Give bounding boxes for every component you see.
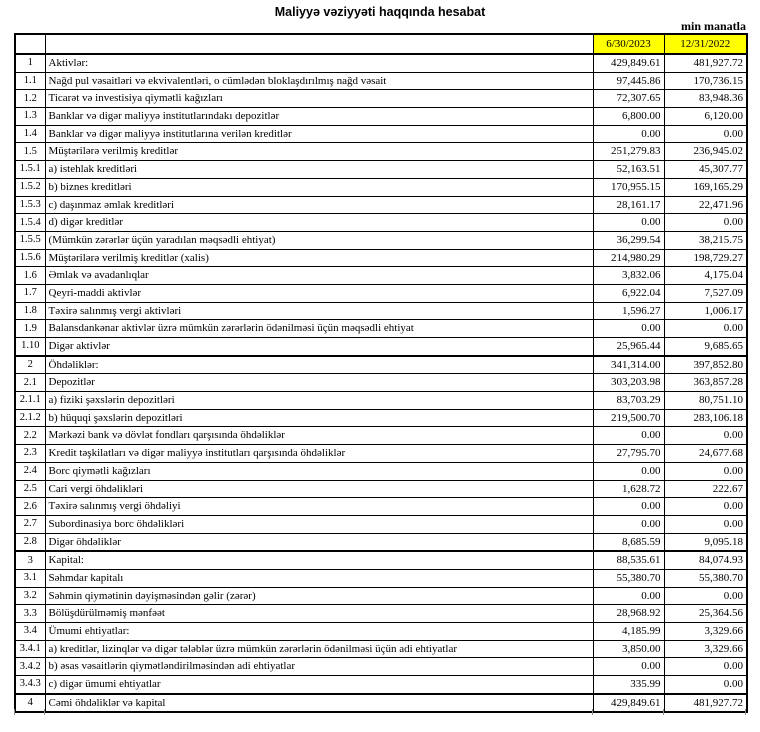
value-prior-cell: 0.00 (664, 125, 747, 143)
value-prior-cell: 22,471.96 (664, 196, 747, 214)
value-prior-cell: 4,175.04 (664, 267, 747, 285)
row-number-cell: 3.1 (15, 569, 45, 587)
value-current-cell: 251,279.83 (593, 143, 664, 161)
value-current-cell: 0.00 (593, 498, 664, 516)
table-row (15, 196, 747, 214)
value-current-cell: 1,628.72 (593, 480, 664, 498)
value-prior-cell: 0.00 (664, 498, 747, 516)
value-current-cell: 28,968.92 (593, 605, 664, 623)
row-label-cell: Kapital: (45, 551, 593, 569)
row-number-cell: 1.5.3 (15, 196, 45, 214)
row-label-cell: Təxirə salınmış vergi aktivləri (45, 302, 593, 320)
row-label-cell: Subordinasiya borc öhdəlikləri (45, 515, 593, 533)
value-current-cell: 1,596.27 (593, 302, 664, 320)
table-row (15, 338, 747, 356)
table-row (15, 569, 747, 587)
row-number-cell: 3.4.3 (15, 676, 45, 694)
row-label-cell: Ümumi ehtiyatlar: (45, 623, 593, 641)
value-prior-cell: 363,857.28 (664, 374, 747, 392)
table-row (15, 302, 747, 320)
row-label-cell: Digər aktivlər (45, 338, 593, 356)
row-label-cell: Səhmin qiymətinin dəyişməsindən gəlir (zərər) (45, 587, 593, 605)
value-current-cell: 8,685.59 (593, 533, 664, 551)
value-prior-cell: 0.00 (664, 587, 747, 605)
table-row (15, 267, 747, 285)
value-prior-cell: 7,527.09 (664, 284, 747, 302)
row-number-cell: 1.5.6 (15, 249, 45, 267)
row-number-cell: 2.1.2 (15, 409, 45, 427)
value-current-cell: 0.00 (593, 658, 664, 676)
table-row (15, 54, 747, 72)
table-row (15, 320, 747, 338)
row-label-cell: Borc qiymətli kağızları (45, 462, 593, 480)
value-prior-cell: 481,927.72 (664, 54, 747, 72)
table-row (15, 533, 747, 551)
value-current-cell: 0.00 (593, 214, 664, 232)
value-prior-cell: 25,364.56 (664, 605, 747, 623)
value-prior-cell: 38,215.75 (664, 231, 747, 249)
row-number-cell: 1.6 (15, 267, 45, 285)
table-row (15, 623, 747, 641)
row-label-cell: Bölüşdürülməmiş mənfəət (45, 605, 593, 623)
value-prior-cell: 0.00 (664, 320, 747, 338)
table-row (15, 178, 747, 196)
value-current-cell: 341,314.00 (593, 356, 664, 374)
value-current-cell: 0.00 (593, 462, 664, 480)
unit-note: min manatla (680, 19, 746, 33)
header-blank-label-cell (45, 34, 593, 54)
table-row (15, 694, 747, 713)
row-number-cell: 1.5.4 (15, 214, 45, 232)
statement-table-body (15, 54, 747, 712)
value-prior-cell: 283,106.18 (664, 409, 747, 427)
row-label-cell: Səhmdar kapitalı (45, 569, 593, 587)
row-label-cell: Ticarət və investisiya qiymətli kağızları (45, 90, 593, 108)
row-label-cell: Müştərilərə verilmiş kreditlər (45, 143, 593, 161)
value-current-cell: 170,955.15 (593, 178, 664, 196)
table-row (15, 374, 747, 392)
value-prior-cell: 236,945.02 (664, 143, 747, 161)
value-current-cell: 429,849.61 (593, 694, 664, 713)
row-number-cell: 1.5.1 (15, 161, 45, 179)
value-current-cell: 4,185.99 (593, 623, 664, 641)
value-prior-cell: 24,677.68 (664, 445, 747, 463)
row-number-cell: 3 (15, 551, 45, 569)
column-header-current-period: 6/30/2023 (593, 34, 664, 54)
value-current-cell: 6,922.04 (593, 284, 664, 302)
row-label-cell: Balansdankənar aktivlər üzrə mümkün zərərlərin ödənilməsi üçün məqsədli ehtiyat (45, 320, 593, 338)
table-row (15, 161, 747, 179)
row-label-cell: Əmlak və avadanlıqlar (45, 267, 593, 285)
row-label-cell: Banklar və digər maliyyə institutlarına verilən kreditlər (45, 125, 593, 143)
table-row (15, 108, 747, 126)
row-label-cell: (Mümkün zərərlər üçün yaradılan məqsədli ehtiyat) (45, 231, 593, 249)
table-continuation-stub (663, 709, 664, 715)
value-prior-cell: 55,380.70 (664, 569, 747, 587)
row-number-cell: 1.3 (15, 108, 45, 126)
table-row (15, 462, 747, 480)
value-current-cell: 27,795.70 (593, 445, 664, 463)
row-number-cell: 1.10 (15, 338, 45, 356)
row-label-cell: Qeyri-maddi aktivlər (45, 284, 593, 302)
value-current-cell: 0.00 (593, 515, 664, 533)
value-current-cell: 52,163.51 (593, 161, 664, 179)
row-label-cell: c) daşınmaz əmlak kreditləri (45, 196, 593, 214)
row-number-cell: 2.4 (15, 462, 45, 480)
value-prior-cell: 198,729.27 (664, 249, 747, 267)
table-row (15, 231, 747, 249)
row-number-cell: 3.4.2 (15, 658, 45, 676)
value-prior-cell: 45,307.77 (664, 161, 747, 179)
value-prior-cell: 0.00 (664, 214, 747, 232)
value-prior-cell: 0.00 (664, 676, 747, 694)
table-row (15, 72, 747, 90)
table-row (15, 551, 747, 569)
row-number-cell: 3.2 (15, 587, 45, 605)
value-prior-cell: 397,852.80 (664, 356, 747, 374)
row-number-cell: 1.2 (15, 90, 45, 108)
table-row (15, 409, 747, 427)
row-number-cell: 2.1.1 (15, 392, 45, 410)
value-current-cell: 36,299.54 (593, 231, 664, 249)
table-row (15, 90, 747, 108)
header-blank-number-cell (15, 34, 45, 54)
statement-table (14, 33, 748, 713)
row-number-cell: 2.1 (15, 374, 45, 392)
value-current-cell: 0.00 (593, 587, 664, 605)
row-label-cell: Mərkəzi bank və dövlət fondları qarşısında öhdəliklər (45, 427, 593, 445)
row-number-cell: 1.7 (15, 284, 45, 302)
row-label-cell: b) hüquqi şəxslərin depozitləri (45, 409, 593, 427)
row-label-cell: Təxirə salınmış vergi öhdəliyi (45, 498, 593, 516)
row-label-cell: Cəmi öhdəliklər və kapital (45, 694, 593, 713)
value-current-cell: 83,703.29 (593, 392, 664, 410)
value-current-cell: 28,161.17 (593, 196, 664, 214)
row-number-cell: 1.4 (15, 125, 45, 143)
row-number-cell: 1.5.5 (15, 231, 45, 249)
row-number-cell: 3.4 (15, 623, 45, 641)
row-number-cell: 2.5 (15, 480, 45, 498)
row-number-cell: 1.1 (15, 72, 45, 90)
table-row (15, 515, 747, 533)
row-label-cell: a) fiziki şəxslərin depozitləri (45, 392, 593, 410)
row-number-cell: 2.6 (15, 498, 45, 516)
value-prior-cell: 84,074.93 (664, 551, 747, 569)
value-current-cell: 429,849.61 (593, 54, 664, 72)
table-continuation-stub (592, 709, 593, 715)
row-number-cell: 1.9 (15, 320, 45, 338)
table-continuation-stub (44, 709, 45, 715)
value-current-cell: 97,445.86 (593, 72, 664, 90)
table-row (15, 392, 747, 410)
row-number-cell: 1 (15, 54, 45, 72)
row-label-cell: Öhdəliklər: (45, 356, 593, 374)
row-label-cell: Kredit təşkilatları və digər maliyyə institutları qarşısında öhdəliklər (45, 445, 593, 463)
row-number-cell: 1.8 (15, 302, 45, 320)
value-prior-cell: 0.00 (664, 515, 747, 533)
value-prior-cell: 0.00 (664, 427, 747, 445)
column-header-prior-period: 12/31/2022 (664, 34, 747, 54)
row-label-cell: Nağd pul vəsaitləri və ekvivalentləri, o cümlədən bloklaşdırılmış nağd vəsait (45, 72, 593, 90)
table-continuation-stub (14, 709, 15, 715)
value-current-cell: 0.00 (593, 320, 664, 338)
value-prior-cell: 9,095.18 (664, 533, 747, 551)
table-row (15, 214, 747, 232)
value-current-cell: 0.00 (593, 427, 664, 445)
value-current-cell: 72,307.65 (593, 90, 664, 108)
value-current-cell: 303,203.98 (593, 374, 664, 392)
row-label-cell: Digər öhdəliklər (45, 533, 593, 551)
row-label-cell: b) əsas vəsaitlərin qiymətləndirilməsindən adi ehtiyatlar (45, 658, 593, 676)
table-row (15, 605, 747, 623)
value-prior-cell: 6,120.00 (664, 108, 747, 126)
table-row (15, 480, 747, 498)
row-number-cell: 3.3 (15, 605, 45, 623)
row-label-cell: a) istehlak kreditləri (45, 161, 593, 179)
row-label-cell: Depozitlər (45, 374, 593, 392)
table-row (15, 445, 747, 463)
value-current-cell: 25,965.44 (593, 338, 664, 356)
row-label-cell: Aktivlər: (45, 54, 593, 72)
table-row (15, 676, 747, 694)
row-number-cell: 2.3 (15, 445, 45, 463)
value-prior-cell: 80,751.10 (664, 392, 747, 410)
value-current-cell: 3,850.00 (593, 640, 664, 658)
row-number-cell: 2.8 (15, 533, 45, 551)
value-current-cell: 335.99 (593, 676, 664, 694)
row-number-cell: 1.5.2 (15, 178, 45, 196)
table-row (15, 284, 747, 302)
value-prior-cell: 169,165.29 (664, 178, 747, 196)
table-row (15, 587, 747, 605)
value-prior-cell: 222.67 (664, 480, 747, 498)
value-prior-cell: 170,736.15 (664, 72, 747, 90)
value-current-cell: 219,500.70 (593, 409, 664, 427)
value-prior-cell: 83,948.36 (664, 90, 747, 108)
value-current-cell: 6,800.00 (593, 108, 664, 126)
value-current-cell: 0.00 (593, 125, 664, 143)
value-prior-cell: 0.00 (664, 462, 747, 480)
value-prior-cell: 3,329.66 (664, 623, 747, 641)
value-prior-cell: 9,685.65 (664, 338, 747, 356)
row-label-cell: c) digər ümumi ehtiyatlar (45, 676, 593, 694)
table-row (15, 640, 747, 658)
value-prior-cell: 0.00 (664, 658, 747, 676)
table-row (15, 658, 747, 676)
row-number-cell: 1.5 (15, 143, 45, 161)
row-label-cell: d) digər kreditlər (45, 214, 593, 232)
table-row (15, 143, 747, 161)
page-title: Maliyyə vəziyyəti haqqında hesabat (274, 5, 486, 19)
table-row (15, 356, 747, 374)
row-number-cell: 2.2 (15, 427, 45, 445)
value-current-cell: 88,535.61 (593, 551, 664, 569)
value-current-cell: 3,832.06 (593, 267, 664, 285)
row-label-cell: Banklar və digər maliyyə institutlarındakı depozitlər (45, 108, 593, 126)
table-row (15, 427, 747, 445)
row-number-cell: 2 (15, 356, 45, 374)
row-label-cell: b) biznes kreditləri (45, 178, 593, 196)
row-label-cell: a) kreditlər, lizinqlər və digər tələblər üzrə mümkün zərərlərin ödənilməsi üçün adi ehtiyatlar (45, 640, 593, 658)
value-prior-cell: 481,927.72 (664, 694, 747, 713)
value-current-cell: 214,980.29 (593, 249, 664, 267)
value-prior-cell: 3,329.66 (664, 640, 747, 658)
value-prior-cell: 1,006.17 (664, 302, 747, 320)
table-row (15, 249, 747, 267)
table-row (15, 125, 747, 143)
table-row (15, 498, 747, 516)
value-current-cell: 55,380.70 (593, 569, 664, 587)
row-label-cell: Müştərilərə verilmiş kreditlər (xalis) (45, 249, 593, 267)
row-number-cell: 2.7 (15, 515, 45, 533)
row-number-cell: 3.4.1 (15, 640, 45, 658)
row-number-cell: 4 (15, 694, 45, 713)
row-label-cell: Cari vergi öhdəlikləri (45, 480, 593, 498)
table-header-row (15, 34, 747, 54)
table-continuation-stub (745, 709, 746, 715)
